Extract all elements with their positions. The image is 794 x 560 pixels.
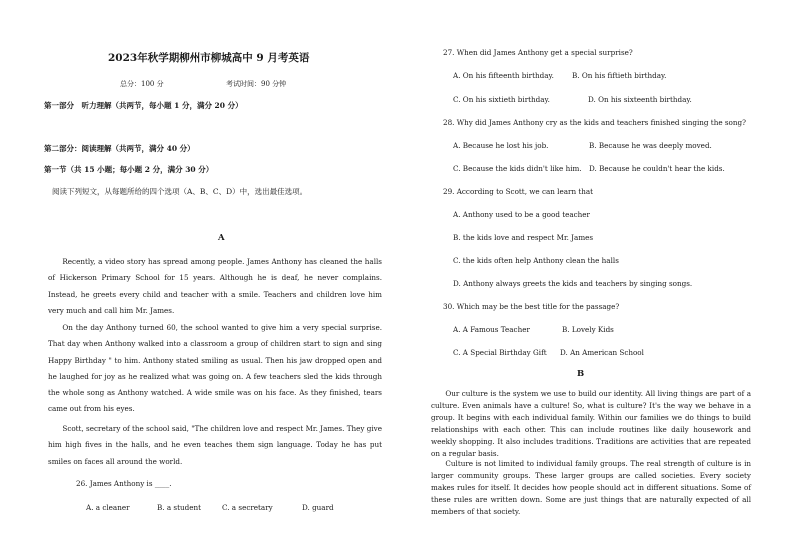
question-29-stem: 29. According to Scott, we can learn that — [443, 187, 594, 196]
question-30-option-c: C. A Special Birthday Gift — [453, 348, 547, 357]
question-28-option-d: D. Because he couldn't hear the kids. — [589, 164, 725, 173]
passage-a-paragraph-3: Scott, secretary of the school said, "The children love and respect Mr. James. They give him high fives in the halls, and he even teaches them sign language. Today he has put smiles on faces all around the world. — [48, 424, 382, 466]
question-30-stem: 30. Which may be the best title for the passage? — [443, 302, 620, 311]
question-27-option-a: A. On his fifteenth birthday. — [453, 71, 554, 80]
question-26-stem: 26. James Anthony is ____. — [76, 479, 172, 488]
question-26-option-d: D. guard — [302, 503, 334, 512]
exam-title: 2023年秋学期柳州市柳城高中 9 月考英语 — [108, 52, 310, 64]
total-score: 总分：100 分 — [120, 80, 164, 88]
question-26-option-a: A. a cleaner — [86, 503, 130, 512]
passage-a-paragraph-1: Recently, a video story has spread among people. James Anthony has cleaned the halls of Hickerson Primary School for 15 years. Although he is deaf, he never complains. Instead, he greets every child and teacher with a smile. Teachers and children love him very much and call him Mr. James. — [48, 257, 382, 315]
question-30-option-a: A. A Famous Teacher — [453, 325, 530, 334]
passage-b-paragraph-1: Our culture is the system we use to build our identity. All living things are part of a culture. Even animals have a culture! So, what is culture? It's the way we behave in a group. It begins with each individual family. Within our families we do things to build relationships with each other. This can include routines like daily housework and weekly shopping. It also includes traditions. Traditions are activities that are repeated on a regular basis. — [431, 389, 751, 458]
passage-b-paragraph-2: Culture is not limited to individual family groups. The real strength of culture is in larger community groups. These larger groups are called societies. Every society makes rules for itself. It decides how people should act in different situations. Some of these rules are written down. Some are just things that are naturally expected of all members of that society. — [431, 459, 751, 516]
question-28-option-c: C. Because the kids didn't like him. — [453, 164, 582, 173]
question-26-option-b: B. a student — [157, 503, 201, 512]
part2-heading: 第二部分：阅读理解（共两节，满分 40 分） — [44, 144, 195, 153]
section1-heading: 第一节（共 15 小题；每小题 2 分，满分 30 分） — [44, 165, 214, 174]
question-27-option-b: B. On his fiftieth birthday. — [572, 71, 667, 80]
question-29-option-d: D. Anthony always greets the kids and teachers by singing songs. — [453, 279, 693, 288]
passage-a-heading: A — [218, 233, 225, 243]
question-28-option-b: B. Because he was deeply moved. — [589, 141, 712, 150]
question-26-option-c: C. a secretary — [222, 503, 273, 512]
question-29-option-c: C. the kids often help Anthony clean the halls — [453, 256, 619, 265]
question-30-option-b: B. Lovely Kids — [562, 325, 614, 334]
part1-heading: 第一部分 听力理解（共两节，每小题 1 分，满分 20 分） — [44, 101, 243, 110]
question-30-option-d: D. An American School — [560, 348, 644, 357]
instruction: 阅读下列短文，从每题所给的四个选项（A、B、C、D）中，选出最佳选项。 — [52, 187, 308, 196]
exam-time: 考试时间：90 分钟 — [226, 80, 287, 88]
passage-a-paragraph-2: On the day Anthony turned 60, the school wanted to give him a very special surprise. That day when Anthony walked into a classroom a group of children start to sign and sing Happy Birthday " to him. Anthony stated smiling as usual. Then his jaw dropped open and he laughed for joy as he realized what was going on. A few teachers sled the kids through the whole song as Anthony watched. A wide smile was on his face. As they finished, tears came out from his eyes. — [48, 323, 382, 414]
passage-b-heading: B — [577, 369, 585, 379]
question-27-option-c: C. On his sixtieth birthday. — [453, 95, 550, 104]
question-27-option-d: D. On his sixteenth birthday. — [588, 95, 692, 104]
question-28-option-a: A. Because he lost his job. — [453, 141, 549, 150]
question-29-option-a: A. Anthony used to be a good teacher — [453, 210, 590, 219]
question-28-stem: 28. Why did James Anthony cry as the kids and teachers finished singing the song? — [443, 118, 746, 127]
question-29-option-b: B. the kids love and respect Mr. James — [453, 233, 594, 242]
question-27-stem: 27. When did James Anthony get a special surprise? — [443, 48, 633, 57]
